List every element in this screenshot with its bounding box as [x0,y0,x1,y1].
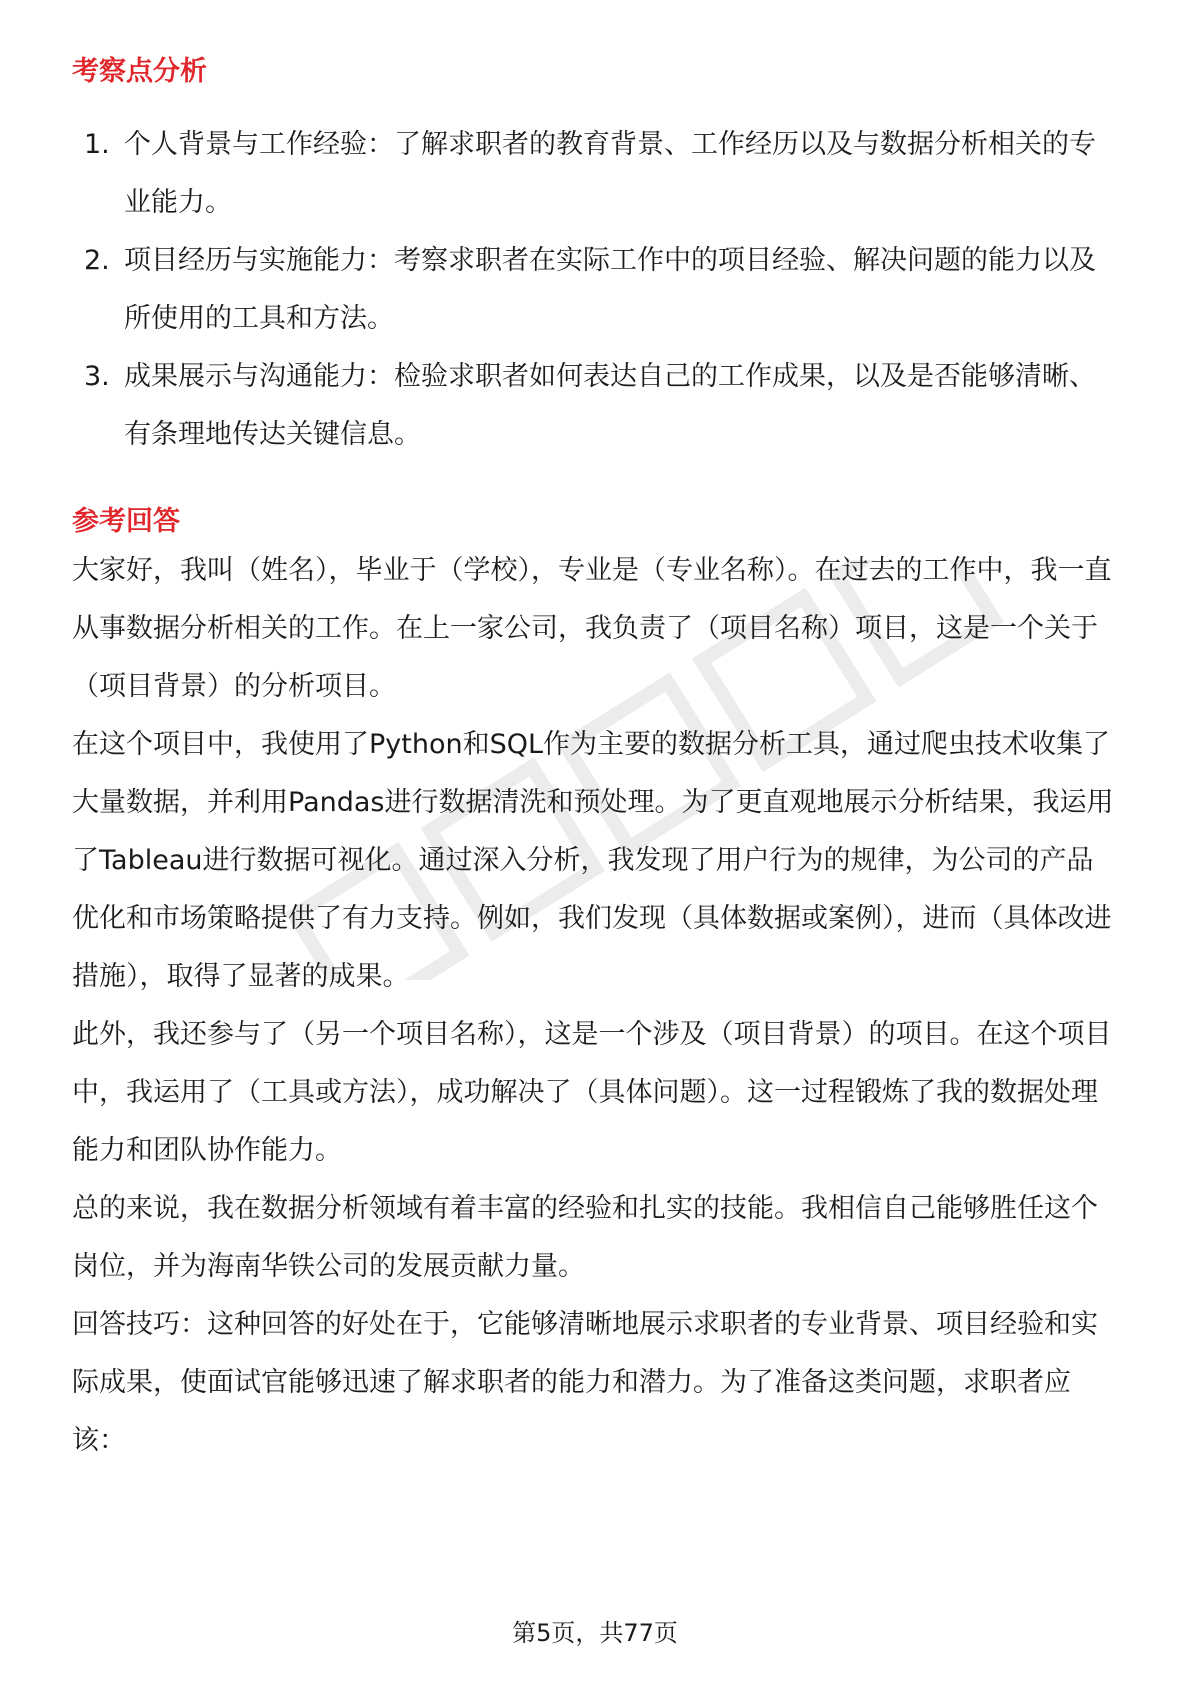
section-title-reference-answer: 参考回答 [72,506,180,537]
list-item [72,116,1118,232]
list-item-number: 3. [84,361,110,392]
document-page [72,44,1118,1470]
section-title-analysis: 考察点分析 [72,56,207,87]
list-item-text: 项目经历与实施能力：考察求职者在实际工作中的项目经验、解决问题的能力以及所使用的工具和方法。 [124,245,1096,334]
list-item [72,348,1118,464]
list-item-number: 2. [84,245,110,276]
answer-paragraph: 在这个项目中，我使用了Python和SQL作为主要的数据分析工具，通过爬虫技术收集了大量数据，并利用Pandas进行数据清洗和预处理。为了更直观地展示分析结果，我运用了Tableau进行数据可视化。通过深入分析，我发现了用户行为的规律，为公司的产品优化和市场策略提供了有力支持。例如，我们发现（具体数据或案例），进而（具体改进措施），取得了显著的成果。 [72,729,1114,992]
list-item-text: 成果展示与沟通能力：检验求职者如何表达自己的工作成果，以及是否能够清晰、有条理地传达关键信息。 [124,361,1096,450]
list-item-number: 1. [84,129,110,160]
list-item-text: 个人背景与工作经验：了解求职者的教育背景、工作经历以及与数据分析相关的专业能力。 [124,129,1096,218]
analysis-points-list [72,116,1118,464]
answer-paragraph: 此外，我还参与了（另一个项目名称），这是一个涉及（项目背景）的项目。在这个项目中，我运用了（工具或方法），成功解决了（具体问题）。这一过程锻炼了我的数据处理能力和团队协作能力。 [72,1019,1112,1166]
answer-paragraph: 大家好，我叫（姓名），毕业于（学校），专业是（专业名称）。在过去的工作中，我一直从事数据分析相关的工作。在上一家公司，我负责了（项目名称）项目，这是一个关于（项目背景）的分析项目。 [72,555,1112,702]
answer-paragraph: 总的来说，我在数据分析领域有着丰富的经验和扎实的技能。我相信自己能够胜任这个岗位，并为海南华铁公司的发展贡献力量。 [72,1193,1098,1282]
answer-tips-paragraph: 回答技巧：这种回答的好处在于，它能够清晰地展示求职者的专业背景、项目经验和实际成果，使面试官能够迅速了解求职者的能力和潜力。为了准备这类问题，求职者应该： [72,1309,1098,1456]
page-number-footer: 第5页，共77页 [512,1619,678,1647]
list-item [72,232,1118,348]
